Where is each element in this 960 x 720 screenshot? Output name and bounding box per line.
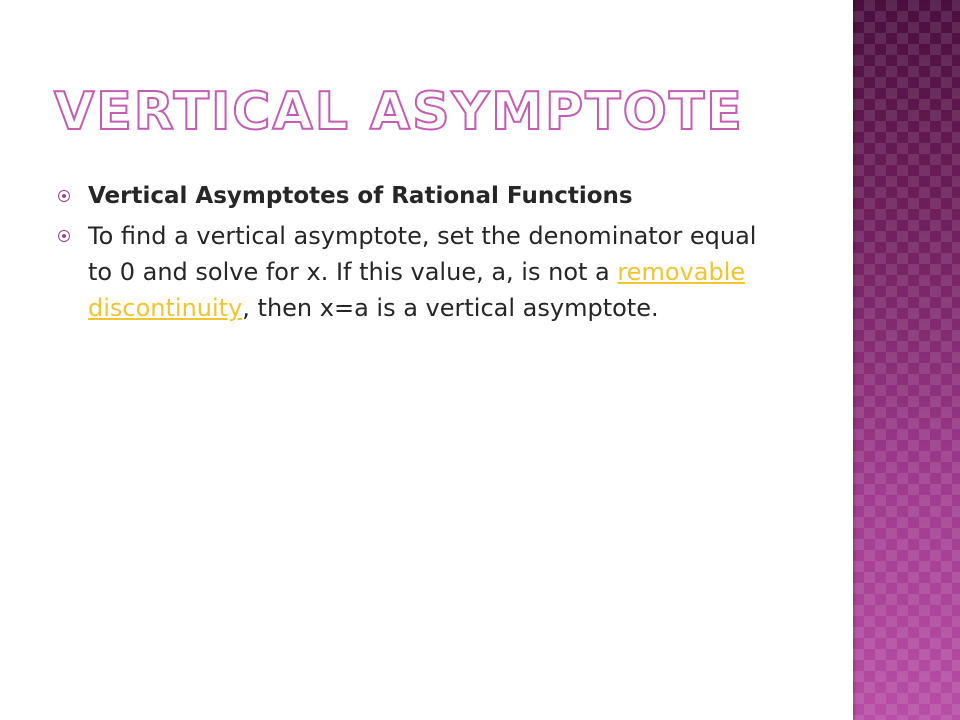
bullet-icon — [58, 190, 70, 202]
bullet-item-heading — [58, 178, 778, 214]
bullet-item-explanation — [58, 218, 778, 326]
bullet-text-after-link: , then x=a is a vertical asymptote. — [242, 294, 659, 322]
sidebar-shadow — [853, 0, 857, 720]
bullet-icon — [58, 230, 70, 242]
bullet-list — [58, 178, 778, 330]
decorative-sidebar — [853, 0, 960, 720]
bullet-text-before-link: To find a vertical asymptote, set the denominator equal to 0 and solve for x. If this value, a, is not a — [88, 222, 757, 286]
slide-title: VERTICAL ASYMPTOTE — [54, 82, 744, 142]
removable-discontinuity-link[interactable]: removable discontinuity — [88, 258, 746, 322]
bullet-text: Vertical Asymptotes of Rational Functions — [88, 183, 633, 209]
